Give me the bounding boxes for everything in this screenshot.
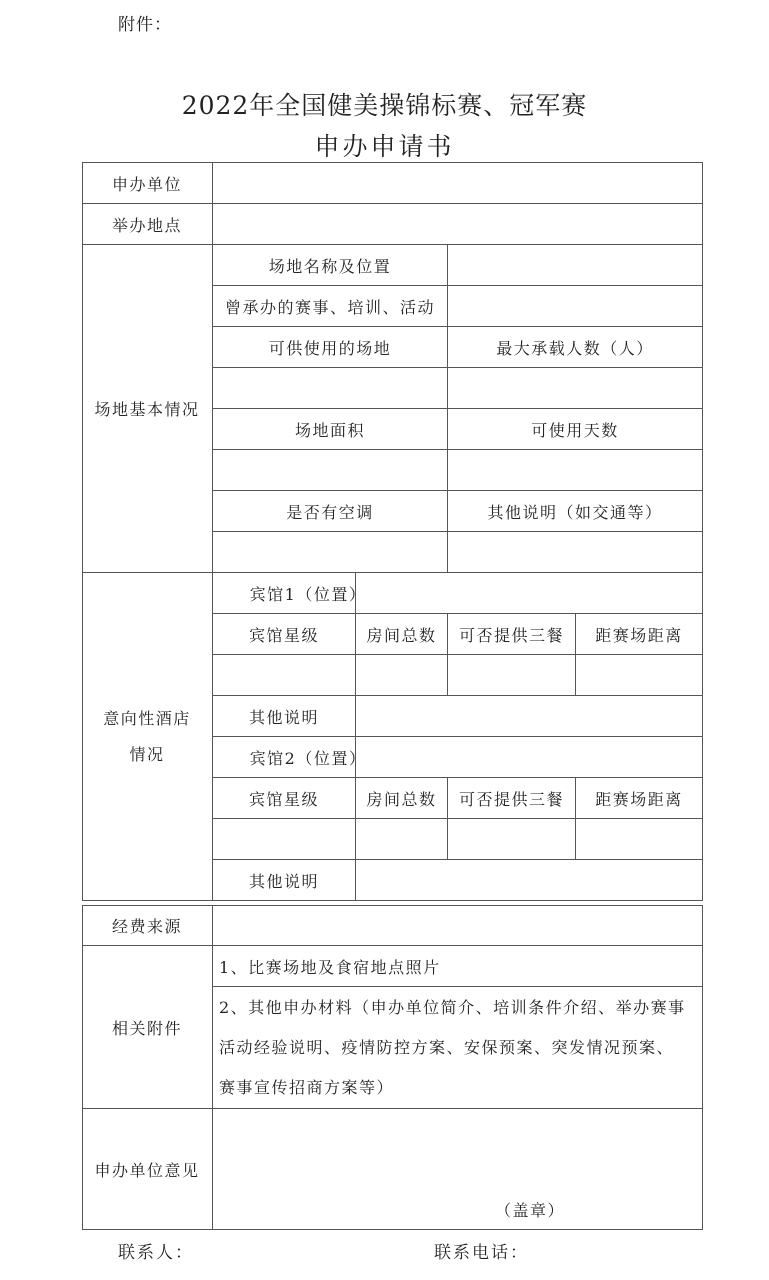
attachments-label: 相关附件 — [111, 1018, 182, 1038]
usable-days-field[interactable] — [448, 450, 702, 490]
available-venues-field[interactable] — [213, 368, 447, 408]
venue-area-field[interactable] — [213, 450, 447, 490]
attachment-item-1: 1、比赛场地及食宿地点照片 — [219, 957, 441, 977]
attachment-item-2-line2: 活动经验说明、疫情防控方案、安保预案、突发情况预案、 — [219, 1038, 675, 1057]
venue-other-notes-field[interactable] — [448, 532, 702, 572]
attachment-item-2-line3: 赛事宣传招商方案等） — [219, 1078, 395, 1097]
hotel2-location-field[interactable] — [448, 737, 702, 777]
usable-days-label: 可使用天数 — [531, 420, 619, 440]
venue-section-label: 场地基本情况 — [94, 400, 200, 419]
hotel1-total-rooms-field[interactable] — [356, 655, 447, 695]
hotel1-star-rating-field[interactable] — [213, 655, 355, 695]
hotel2-star-rating-field[interactable] — [213, 819, 355, 859]
hotel-section-label-line2: 情况 — [129, 744, 165, 764]
hotel1-star-rating-label: 宾馆星级 — [248, 625, 319, 645]
hotel2-total-rooms-field[interactable] — [356, 819, 447, 859]
venue-location-field[interactable] — [213, 204, 702, 244]
hotel-section-label — [82, 573, 212, 900]
contact-person-label: 联系人： — [118, 1243, 194, 1263]
venue-area-label: 场地面积 — [294, 420, 365, 440]
air-conditioning-label: 是否有空调 — [286, 502, 374, 522]
host-opinion-field[interactable] — [213, 1109, 702, 1229]
funding-field[interactable] — [213, 906, 702, 945]
hotel2-distance-field[interactable] — [576, 819, 702, 859]
hotel1-location-field[interactable] — [448, 573, 702, 613]
hotel2-star-rating-label: 宾馆星级 — [248, 789, 319, 809]
host-unit-field[interactable] — [213, 163, 702, 203]
max-capacity-field[interactable] — [448, 368, 702, 408]
table-line — [82, 900, 703, 901]
hotel1-other-notes-label: 其他说明 — [248, 707, 319, 727]
seal-label: （盖章） — [494, 1200, 565, 1220]
hotel1-label: 宾馆1（位置） — [249, 584, 367, 604]
host-unit-label: 申办单位 — [111, 174, 182, 194]
attachment-label: 附件： — [118, 15, 172, 35]
hotel1-meals-field[interactable] — [448, 655, 575, 695]
available-venues-label: 可供使用的场地 — [268, 338, 392, 358]
hotel2-meals-label: 可否提供三餐 — [458, 789, 564, 809]
venue-location-label: 举办地点 — [111, 215, 182, 235]
hotel1-meals-label: 可否提供三餐 — [458, 625, 564, 645]
venue-name-label: 场地名称及位置 — [268, 256, 392, 276]
table-line — [702, 905, 703, 1229]
document-title: 2022年全国健美操锦标赛、冠军赛 — [181, 91, 588, 120]
hotel2-distance-label: 距赛场距离 — [595, 789, 683, 809]
table-line — [82, 1229, 703, 1230]
max-capacity-label: 最大承载人数（人） — [496, 338, 654, 358]
hotel1-other-notes-field[interactable] — [356, 696, 702, 736]
host-opinion-label: 申办单位意见 — [94, 1160, 200, 1180]
hotel2-other-notes-label: 其他说明 — [248, 871, 319, 891]
hotel1-distance-label: 距赛场距离 — [595, 625, 683, 645]
hotel2-meals-field[interactable] — [448, 819, 575, 859]
hotel2-total-rooms-label: 房间总数 — [366, 789, 437, 809]
contact-phone-label: 联系电话： — [434, 1243, 529, 1263]
hotel-section-label-line1: 意向性酒店 — [103, 708, 191, 728]
hotel1-distance-field[interactable] — [576, 655, 702, 695]
hotel2-label: 宾馆2（位置） — [249, 748, 367, 768]
past-events-field[interactable] — [448, 286, 702, 326]
hotel1-total-rooms-label: 房间总数 — [366, 625, 437, 645]
funding-label: 经费来源 — [111, 917, 182, 936]
air-conditioning-field[interactable] — [213, 532, 447, 572]
venue-name-field[interactable] — [448, 245, 702, 285]
table-line — [702, 162, 703, 900]
attachment-item-2-line1: 2、其他申办材料（申办单位简介、培训条件介绍、举办赛事 — [219, 998, 686, 1017]
venue-other-notes-label: 其他说明（如交通等） — [487, 502, 663, 522]
past-events-label: 曾承办的赛事、培训、活动 — [224, 297, 435, 317]
hotel2-other-notes-field[interactable] — [356, 860, 702, 900]
document-subtitle: 申办申请书 — [314, 132, 455, 161]
